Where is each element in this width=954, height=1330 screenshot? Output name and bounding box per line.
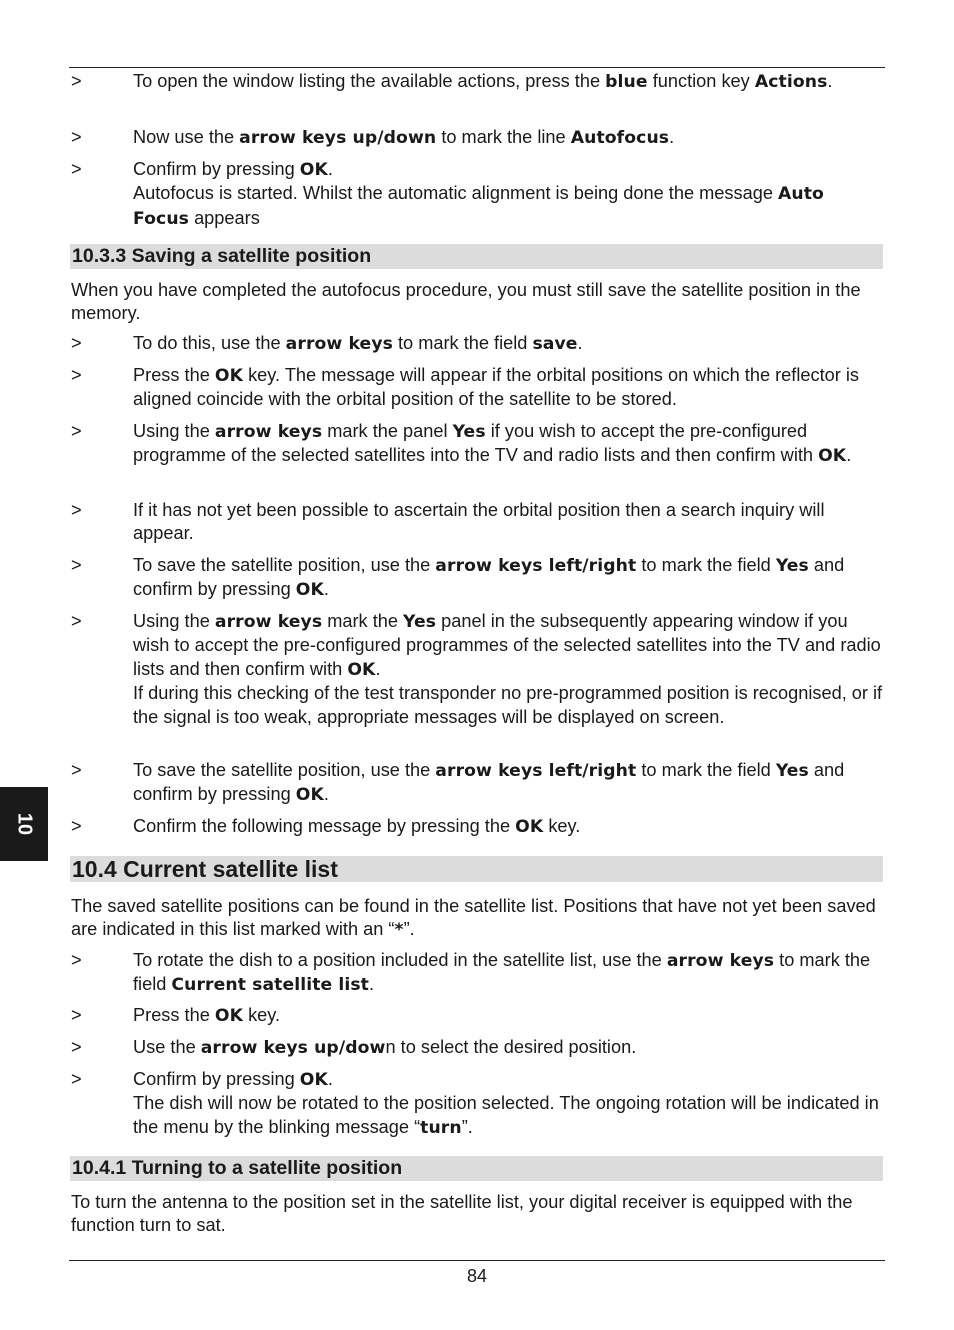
bold-term: arrow keys: [285, 334, 393, 354]
bullet-item: [71, 610, 886, 729]
text-run: Confirm by pressing: [133, 1069, 300, 1089]
text-run: key. The message will appear if the orbital positions on which the reflector is aligned coincide with the orbital position of the satellite to be stored.: [133, 365, 860, 410]
text-run: Using the: [133, 611, 215, 631]
text-run: n to select the desired position.: [385, 1037, 637, 1057]
bullet-text: [133, 420, 886, 469]
bullet-marker: >: [71, 1069, 82, 1089]
bold-term: arrow keys: [214, 612, 323, 632]
body-paragraph: [71, 279, 886, 326]
bullet-item: [71, 1068, 886, 1140]
text-run: .: [827, 71, 833, 91]
text-run: to mark the field: [636, 760, 776, 780]
text-run: .: [327, 1069, 333, 1089]
text-run: to mark the field: [133, 950, 871, 995]
bold-term: blue: [605, 72, 648, 92]
bullet-item: [71, 332, 886, 356]
text-run: Press the: [133, 365, 215, 385]
bullet-marker: >: [71, 421, 82, 441]
bullet-marker: >: [71, 365, 82, 385]
text-run: .: [323, 784, 329, 805]
bullet-text: [133, 1036, 886, 1060]
text-run: ”.: [461, 1116, 473, 1137]
bullet-text: [133, 158, 886, 231]
top-rule: [69, 67, 885, 68]
bold-term: Autofocus: [570, 128, 670, 148]
bullet-item: [71, 1004, 886, 1028]
bold-term: Auto Focus: [133, 184, 824, 229]
text-run: To rotate the dish to a position included in the satellite list, use the: [133, 950, 667, 970]
text-run: To save the satellite position, use the: [133, 555, 436, 575]
text-run: If it has not yet been possible to ascertain the orbital position then a search inquiry will appear.: [133, 500, 825, 544]
bullet-item: [71, 815, 886, 839]
text-run: Now use the: [133, 127, 240, 147]
bold-term: Yes: [452, 422, 486, 442]
bullet-text: [133, 1004, 886, 1028]
text-run: mark the panel: [322, 421, 453, 441]
bold-term: OK: [214, 1006, 244, 1026]
text-run: to mark the field: [392, 333, 533, 353]
text-run: to mark the line: [436, 127, 571, 147]
bullet-item: [71, 1036, 886, 1060]
bold-term: Current satellite list: [171, 975, 369, 996]
bullet-text: [133, 1068, 886, 1140]
text-run: and confirm by pressing: [133, 555, 845, 600]
text-run: .: [327, 159, 333, 179]
subsection-heading: 10.3.3 Saving a satellite position: [70, 244, 883, 269]
bullet-item: [71, 759, 886, 808]
bold-term: turn: [420, 1117, 462, 1138]
bullet-marker: >: [71, 127, 82, 147]
bold-term: *: [394, 920, 404, 941]
bullet-text: [133, 126, 886, 150]
bullet-marker: >: [71, 950, 82, 970]
text-run: Using the: [133, 421, 215, 441]
bullet-marker: >: [71, 71, 82, 91]
text-run: To open the window listing the available actions, press the: [133, 71, 606, 91]
text-run: .: [375, 658, 381, 679]
bold-term: arrow keys: [214, 422, 323, 442]
body-paragraph: [71, 895, 886, 943]
text-run: to mark the field: [636, 555, 776, 575]
section-heading: 10.4 Current satellite list: [70, 856, 883, 882]
text-run: The saved satellite positions can be found in the satellite list. Positions that have not yet been saved are indicated in this list marked with an “: [71, 896, 876, 940]
bullet-item: [71, 70, 886, 94]
text-run: Autofocus is started. Whilst the automatic alignment is being done the message: [133, 183, 778, 204]
bold-term: arrow keys up/down: [239, 128, 437, 148]
bullet-marker: >: [71, 159, 82, 179]
bold-term: arrow keys up/dow: [200, 1038, 386, 1058]
text-run: .: [669, 127, 675, 147]
bold-term: Yes: [775, 556, 809, 576]
text-run: .: [846, 445, 852, 466]
bold-term: OK: [214, 366, 244, 386]
bullet-marker: >: [71, 611, 82, 631]
bullet-text: [133, 332, 886, 356]
bullet-text: [133, 554, 886, 603]
text-run: .: [323, 579, 329, 600]
text-run: To turn the antenna to the position set in the satellite list, your digital receiver is equipped with the function turn to sat.: [71, 1192, 853, 1236]
body-paragraph: [71, 1191, 886, 1238]
text-run: To do this, use the: [133, 333, 286, 353]
text-run: if you wish to accept the pre-configured programme of the selected satellites into the TV and radio lists and then confirm with: [133, 421, 819, 466]
text-run: and confirm by pressing: [133, 760, 845, 805]
bold-term: OK: [295, 785, 324, 806]
bullet-text: [133, 364, 886, 412]
text-run: key.: [243, 1005, 281, 1025]
bullet-text: [133, 610, 886, 729]
bullet-item: [71, 420, 886, 469]
bold-term: OK: [299, 160, 328, 180]
bullet-text: [133, 815, 886, 839]
bold-term: arrow keys left/right: [435, 556, 637, 576]
bullet-text: [133, 499, 886, 546]
text-run: mark the: [322, 611, 404, 631]
bullet-item: [71, 158, 886, 231]
bold-term: save: [532, 334, 578, 354]
text-run: When you have completed the autofocus procedure, you must still save the satellite position in the memory.: [71, 280, 861, 324]
text-run: Confirm by pressing: [133, 159, 300, 179]
text-run: To save the satellite position, use the: [133, 760, 436, 780]
bullet-marker: >: [71, 816, 82, 836]
text-run: .: [368, 974, 375, 995]
bold-term: OK: [818, 446, 847, 467]
text-run: key.: [543, 816, 581, 836]
bullet-text: [133, 949, 886, 998]
bullet-item: [71, 554, 886, 603]
text-run: If during this checking of the test transponder no pre-programmed position is recognised, or if the signal is too weak, appropriate messages will be displayed on screen.: [133, 683, 883, 727]
bold-term: OK: [515, 817, 544, 837]
bullet-marker: >: [71, 500, 82, 520]
text-run: panel in the subsequently appearing window if you wish to accept the pre-configured programmes of the selected satellites into the TV and radio lists and then confirm with: [133, 611, 881, 679]
bullet-marker: >: [71, 555, 82, 575]
bullet-marker: >: [71, 1005, 82, 1025]
bottom-rule: [69, 1260, 885, 1261]
bold-term: arrow keys left/right: [435, 761, 637, 781]
bullet-marker: >: [71, 333, 82, 353]
chapter-tab-label: 10: [13, 812, 36, 836]
bullet-text: [133, 70, 886, 94]
text-run: The dish will now be rotated to the position selected. The ongoing rotation will be indicated in the menu by the blinking message “: [133, 1093, 879, 1137]
bullet-item: [71, 126, 886, 150]
bullet-item: [71, 364, 886, 412]
bold-term: OK: [295, 580, 324, 601]
text-run: Press the: [133, 1005, 215, 1025]
bold-term: arrow keys: [666, 951, 775, 971]
bold-term: OK: [347, 659, 376, 680]
text-run: .: [577, 333, 583, 353]
bold-term: Yes: [775, 761, 809, 781]
text-run: Use the: [133, 1037, 201, 1057]
bold-term: Yes: [403, 612, 437, 632]
chapter-tab: [0, 787, 48, 861]
bold-term: OK: [299, 1070, 328, 1090]
page-number: 84: [466, 1266, 488, 1286]
bullet-marker: >: [71, 1037, 82, 1057]
bullet-text: [133, 759, 886, 808]
bullet-marker: >: [71, 760, 82, 780]
text-run: function key: [647, 71, 755, 91]
text-run: ”.: [403, 919, 415, 940]
bullet-item: [71, 949, 886, 998]
subsection-heading: 10.4.1 Turning to a satellite position: [70, 1156, 883, 1181]
bold-term: Actions: [754, 72, 828, 92]
bullet-item: [71, 499, 886, 546]
text-run: appears: [189, 207, 260, 228]
text-run: Confirm the following message by pressing the: [133, 816, 516, 836]
